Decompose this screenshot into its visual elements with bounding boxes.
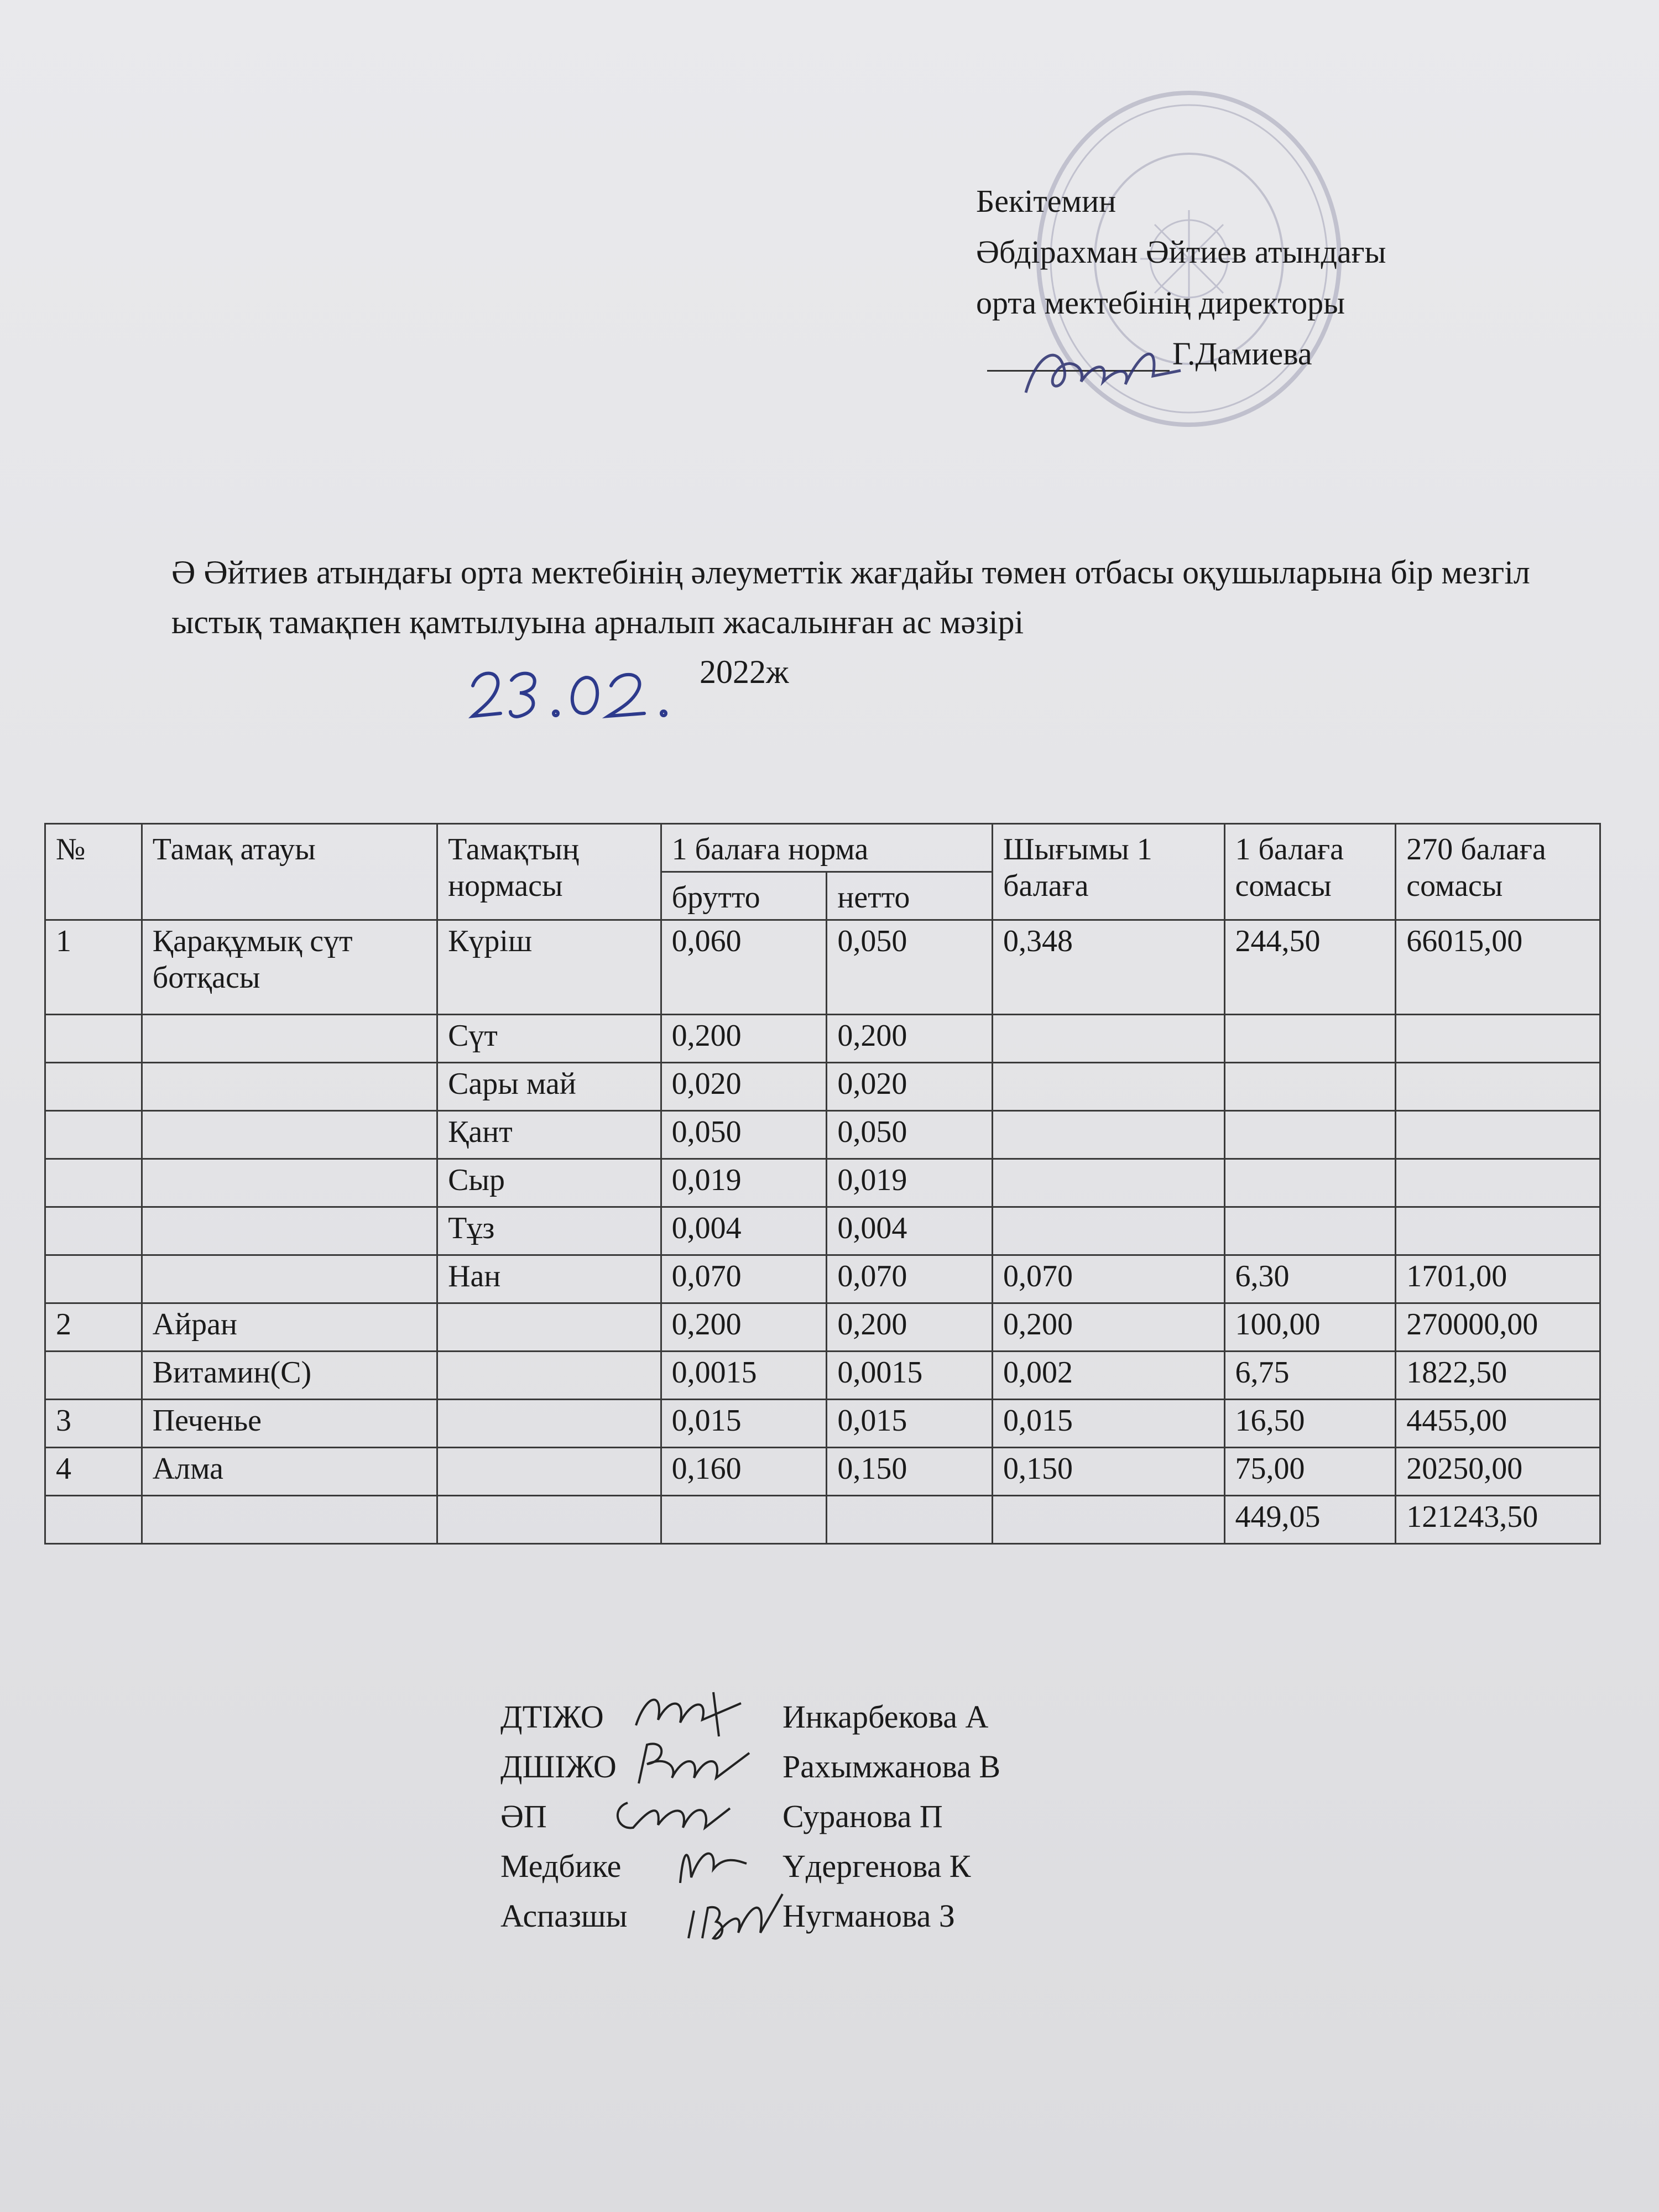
signer-role: Аспазшы	[500, 1898, 628, 1934]
signer-name: Нугманова З	[782, 1898, 955, 1934]
signer-role: Медбике	[500, 1848, 622, 1884]
signer-signature	[633, 1734, 760, 1794]
cell-item: Сүт	[437, 1015, 661, 1063]
cell-cost1: 75,00	[1224, 1448, 1396, 1496]
cell-yield	[993, 1111, 1225, 1159]
cell-brutto	[661, 1496, 827, 1544]
cell-netto: 0,150	[827, 1448, 993, 1496]
cell-num: 3	[45, 1400, 142, 1448]
cell-dish	[142, 1063, 437, 1111]
cell-yield: 0,015	[993, 1400, 1225, 1448]
cell-cost1: 16,50	[1224, 1400, 1396, 1448]
cell-item: Тұз	[437, 1207, 661, 1255]
header-norm: Тамақтың нормасы	[437, 824, 661, 920]
table-row	[45, 1063, 1600, 1111]
cell-cost270	[1396, 1063, 1600, 1111]
cell-yield: 0,348	[993, 920, 1225, 1015]
cell-num	[45, 1063, 142, 1111]
cell-netto: 0,0015	[827, 1352, 993, 1400]
table-row	[45, 1111, 1600, 1159]
header-dish: Тамақ атауы	[142, 824, 437, 920]
cell-yield	[993, 1015, 1225, 1063]
handwritten-date	[467, 661, 705, 722]
table-row	[45, 1159, 1600, 1207]
title-year: 2022ж	[700, 654, 789, 690]
header-netto: нетто	[827, 872, 993, 920]
cell-netto	[827, 1496, 993, 1544]
cell-num	[45, 1111, 142, 1159]
cell-yield	[993, 1496, 1225, 1544]
cell-item: Күріш	[437, 920, 661, 1015]
cell-cost1	[1224, 1159, 1396, 1207]
cell-item: Сыр	[437, 1159, 661, 1207]
cell-cost270	[1396, 1159, 1600, 1207]
cell-cost1	[1224, 1111, 1396, 1159]
cell-brutto: 0,019	[661, 1159, 827, 1207]
cell-brutto: 0,200	[661, 1303, 827, 1352]
cell-item: Сары май	[437, 1063, 661, 1111]
cell-cost270: 270000,00	[1396, 1303, 1600, 1352]
header-yield: Шығымы 1 балаға	[993, 824, 1225, 920]
approval-title: Бекітемин	[976, 183, 1117, 219]
cell-brutto: 0,015	[661, 1400, 827, 1448]
cell-cost270: 66015,00	[1396, 920, 1600, 1015]
cell-netto: 0,004	[827, 1207, 993, 1255]
table-row	[45, 1303, 1600, 1352]
cell-brutto: 0,200	[661, 1015, 827, 1063]
header-number: №	[45, 824, 142, 920]
cell-item	[437, 1303, 661, 1352]
cell-num	[45, 1015, 142, 1063]
approval-school: Әбдірахман Әйтиев атындағы	[976, 234, 1386, 270]
document-title	[171, 547, 1587, 690]
cell-yield: 0,002	[993, 1352, 1225, 1400]
cell-dish	[142, 1015, 437, 1063]
table-row	[45, 1015, 1600, 1063]
signer-name: Суранова П	[782, 1798, 943, 1834]
title-text: Ә Әйтиев атындағы орта мектебінің әлеуметтік жағдайы төмен отбасы оқушыларына бір мезгіл ыстық тамақпен қамтылуына арналып жасалынған ас мәзірі	[171, 554, 1530, 640]
cell-cost1: 449,05	[1224, 1496, 1396, 1544]
signer-name: Рахымжанова В	[782, 1749, 1001, 1785]
cell-num: 2	[45, 1303, 142, 1352]
cell-yield	[993, 1063, 1225, 1111]
cell-yield	[993, 1159, 1225, 1207]
cell-dish	[142, 1255, 437, 1303]
cell-item	[437, 1352, 661, 1400]
cell-brutto: 0,020	[661, 1063, 827, 1111]
cell-num: 1	[45, 920, 142, 1015]
cell-dish	[142, 1496, 437, 1544]
cell-netto: 0,020	[827, 1063, 993, 1111]
cell-num	[45, 1255, 142, 1303]
header-brutto: брутто	[661, 872, 827, 920]
menu-table	[44, 823, 1601, 1545]
signer-signature	[683, 1877, 794, 1955]
cell-netto: 0,015	[827, 1400, 993, 1448]
cell-num	[45, 1496, 142, 1544]
cell-dish: Айран	[142, 1303, 437, 1352]
cell-brutto: 0,050	[661, 1111, 827, 1159]
cell-netto: 0,019	[827, 1159, 993, 1207]
header-cost-one: 1 балаға сомасы	[1224, 824, 1396, 920]
menu-table-body	[45, 920, 1600, 1544]
cell-cost270	[1396, 1111, 1600, 1159]
cell-netto: 0,050	[827, 920, 993, 1015]
cell-cost1	[1224, 1063, 1396, 1111]
cell-netto: 0,200	[827, 1015, 993, 1063]
cell-item	[437, 1400, 661, 1448]
cell-netto: 0,050	[827, 1111, 993, 1159]
signer-name: Инкарбекова А	[782, 1699, 989, 1735]
cell-yield	[993, 1207, 1225, 1255]
cell-cost1: 244,50	[1224, 920, 1396, 1015]
director-signature	[1015, 332, 1197, 404]
table-row	[45, 1255, 1600, 1303]
cell-num	[45, 1159, 142, 1207]
cell-yield: 0,200	[993, 1303, 1225, 1352]
cell-dish	[142, 1207, 437, 1255]
header-cost-270: 270 балаға сомасы	[1396, 824, 1600, 920]
cell-cost270	[1396, 1207, 1600, 1255]
approval-position: орта мектебінің директоры	[976, 285, 1345, 321]
cell-cost1: 6,30	[1224, 1255, 1396, 1303]
cell-brutto: 0,0015	[661, 1352, 827, 1400]
signer-signature	[630, 1681, 758, 1742]
signer-role: ӘП	[500, 1798, 547, 1834]
table-row	[45, 1352, 1600, 1400]
cell-yield: 0,070	[993, 1255, 1225, 1303]
director-name: Г.Дамиева	[1172, 336, 1312, 372]
table-row	[45, 1207, 1600, 1255]
header-per-child-norm: 1 балаға норма	[661, 824, 992, 872]
table-row	[45, 920, 1600, 1015]
cell-yield: 0,150	[993, 1448, 1225, 1496]
cell-cost270: 20250,00	[1396, 1448, 1600, 1496]
cell-dish: Печенье	[142, 1400, 437, 1448]
cell-cost270: 1701,00	[1396, 1255, 1600, 1303]
cell-brutto: 0,160	[661, 1448, 827, 1496]
cell-cost270	[1396, 1015, 1600, 1063]
cell-cost1	[1224, 1207, 1396, 1255]
signer-name: Үдергенова К	[782, 1848, 971, 1884]
cell-brutto: 0,070	[661, 1255, 827, 1303]
cell-netto: 0,070	[827, 1255, 993, 1303]
cell-brutto: 0,004	[661, 1207, 827, 1255]
cell-brutto: 0,060	[661, 920, 827, 1015]
cell-cost1: 100,00	[1224, 1303, 1396, 1352]
table-row	[45, 1400, 1600, 1448]
cell-dish	[142, 1159, 437, 1207]
cell-dish	[142, 1111, 437, 1159]
cell-cost1: 6,75	[1224, 1352, 1396, 1400]
cell-cost1	[1224, 1015, 1396, 1063]
cell-num	[45, 1207, 142, 1255]
cell-cost270: 121243,50	[1396, 1496, 1600, 1544]
cell-item	[437, 1496, 661, 1544]
table-row	[45, 1496, 1600, 1544]
cell-cost270: 1822,50	[1396, 1352, 1600, 1400]
cell-item: Нан	[437, 1255, 661, 1303]
signer-role: ДТІЖО	[500, 1699, 604, 1735]
cell-item	[437, 1448, 661, 1496]
cell-num: 4	[45, 1448, 142, 1496]
signer-role: ДШІЖО	[500, 1749, 617, 1785]
cell-dish: Витамин(С)	[142, 1352, 437, 1400]
table-row	[45, 1448, 1600, 1496]
cell-netto: 0,200	[827, 1303, 993, 1352]
cell-dish: Алма	[142, 1448, 437, 1496]
cell-dish: Қарақұмық сүт ботқасы	[142, 920, 437, 1015]
cell-cost270: 4455,00	[1396, 1400, 1600, 1448]
cell-item: Қант	[437, 1111, 661, 1159]
cell-num	[45, 1352, 142, 1400]
